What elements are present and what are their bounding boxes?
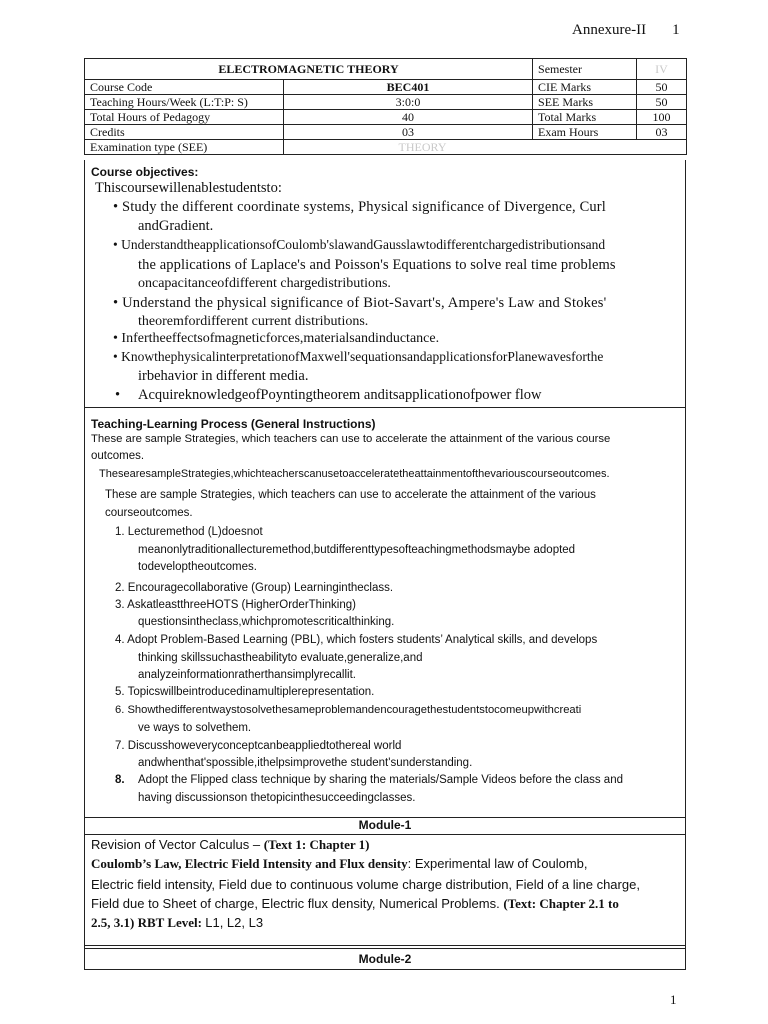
teaching-line: ve ways to solvethem. <box>138 722 252 734</box>
exam-type-value: THEORY <box>284 140 687 155</box>
annexure-label: Annexure-II <box>572 22 647 38</box>
teaching-line: 1. Lecturemethod (L)doesnot <box>115 526 263 538</box>
module-1-content <box>84 834 686 946</box>
objective-line: theoremfordifferent current distributions. <box>138 314 369 329</box>
module-1-text-bold: (Text: Chapter 2.1 to <box>503 896 619 911</box>
row-value: 50 <box>637 80 687 95</box>
row-value: 03 <box>284 125 533 140</box>
table-row <box>85 110 687 125</box>
module-1-text-bold: Coulomb’s Law, Electric Field Intensity and Flux density <box>91 856 408 871</box>
objective-bullet: • <box>115 387 121 403</box>
objective-line: the applications of Laplace's and Poisson's Equations to solve real time problems <box>138 257 616 273</box>
module-1-text: Revision of Vector Calculus – <box>91 837 264 852</box>
teaching-line: thinking skillssuchastheabilityto evaluate,generalize,and <box>138 652 423 664</box>
row-value: 03 <box>637 125 687 140</box>
annexure-header <box>572 22 680 39</box>
table-row <box>85 140 687 155</box>
module-1-line <box>91 837 370 853</box>
module-1-text: Field due to Sheet of charge, Electric flux density, Numerical Problems. <box>91 896 504 911</box>
module-1-text-bold: (Text 1: Chapter 1) <box>263 837 370 852</box>
table-title-row <box>85 59 687 80</box>
module-1-line <box>91 896 619 912</box>
module-1-heading: Module-1 <box>84 817 686 835</box>
teaching-line: 5. Topicswillbeintroducedinamultiplerepresentation. <box>115 686 375 698</box>
objective-line: AcquireknowledgeofPoyntingtheorem anditsapplicationofpower flow <box>138 387 542 403</box>
module-2-heading: Module-2 <box>84 948 686 970</box>
module-1-line <box>91 856 588 872</box>
row-label: Total Hours of Pedagogy <box>85 110 284 125</box>
teaching-line: These are sample Strategies, which teachers can use to accelerate the attainment of the various course <box>91 433 611 445</box>
row-value: 40 <box>284 110 533 125</box>
teaching-line: 6. Showthedifferentwaystosolvethesameproblemandencouragethestudentstocomeupwithcreati <box>115 704 582 716</box>
objective-line: oncapacitanceofdifferent chargedistributions. <box>138 276 391 291</box>
header-page-number: 1 <box>672 22 680 38</box>
row-value: 50 <box>637 95 687 110</box>
course-info-table <box>84 58 687 155</box>
course-code-value: BEC401 <box>284 80 533 95</box>
objective-line: • UnderstandtheapplicationsofCoulomb'slawandGausslawtodifferentchargedistributionsand <box>113 237 606 252</box>
module-1-text: : Experimental law of Coulomb, <box>407 856 588 871</box>
teaching-line: meanonlytraditionallecturemethod,butdifferenttypesofteachingmethodsmaybe adopted <box>138 544 576 556</box>
row-label: Credits <box>85 125 284 140</box>
teaching-heading: Teaching-Learning Process (General Instructions) <box>91 417 376 431</box>
teaching-line: outcomes. <box>91 450 145 462</box>
teaching-line: courseoutcomes. <box>105 507 193 519</box>
teaching-line: These are sample Strategies, which teachers can use to accelerate the attainment of the various <box>105 489 596 501</box>
teaching-line: 7. Discusshoweveryconceptcanbeappliedtothereal world <box>115 740 402 752</box>
teaching-learning-section <box>84 407 686 818</box>
objective-line: irbehavior in different media. <box>138 368 309 384</box>
row-label: Total Marks <box>533 110 637 125</box>
row-value: 100 <box>637 110 687 125</box>
objective-line: andGradient. <box>138 218 214 234</box>
teaching-line: questionsintheclass,whichpromotescriticalthinking. <box>138 616 395 628</box>
semester-value: IV <box>637 59 687 80</box>
course-title: ELECTROMAGNETIC THEORY <box>85 59 533 80</box>
teaching-item-number: 8. <box>115 774 125 786</box>
table-row <box>85 125 687 140</box>
teaching-line: 4. Adopt Problem-Based Learning (PBL), which fosters students’ Analytical skills, and develops <box>115 634 598 646</box>
course-objectives-section <box>84 160 686 408</box>
teaching-line: ThesearesampleStrategies,whichteacherscanusetoacceleratetheattainmentofthevariouscourseoutcomes. <box>99 468 610 480</box>
table-row <box>85 80 687 95</box>
row-label: Exam Hours <box>533 125 637 140</box>
objective-line: • KnowthephysicalinterpretationofMaxwell'sequationsandapplicationsforPlanewavesforthe <box>113 349 604 364</box>
module-1-line: Electric field intensity, Field due to continuous volume charge distribution, Field of a line charge, <box>91 877 640 892</box>
row-value: 3:0:0 <box>284 95 533 110</box>
teaching-line: Adopt the Flipped class technique by sharing the materials/Sample Videos before the class and <box>138 774 623 786</box>
row-label: Teaching Hours/Week (L:T:P: S) <box>85 95 284 110</box>
objective-line: • Infertheeffectsofmagneticforces,materialsandinductance. <box>113 331 440 346</box>
teaching-line: andwhenthat'spossible,ithelpsimprovethe student'sunderstanding. <box>138 757 473 769</box>
module-1-text-bold: 2.5, 3.1) RBT Level: <box>91 915 206 930</box>
teaching-line: 3. AskatleastthreeHOTS (HigherOrderThinking) <box>115 599 356 611</box>
objectives-heading: Course objectives: <box>91 165 199 179</box>
objectives-intro: Thiscoursewillenablestudentsto: <box>95 180 282 196</box>
row-label: SEE Marks <box>533 95 637 110</box>
footer-page-number: 1 <box>670 992 677 1007</box>
semester-label: Semester <box>533 59 637 80</box>
row-label: CIE Marks <box>533 80 637 95</box>
teaching-line: having discussionson thetopicinthesucceedingclasses. <box>138 792 416 804</box>
objective-line: • Understand the physical significance of Biot-Savart's, Ampere's Law and Stokes' <box>113 295 607 311</box>
rbt-levels: L1, L2, L3 <box>205 915 264 930</box>
objective-line: • Study the different coordinate systems, Physical significance of Divergence, Curl <box>113 199 606 215</box>
module-1-line <box>91 915 263 931</box>
teaching-line: 2. Encouragecollaborative (Group) Learningintheclass. <box>115 582 394 594</box>
row-label: Course Code <box>85 80 284 95</box>
table-row <box>85 95 687 110</box>
exam-type-label: Examination type (SEE) <box>85 140 284 155</box>
teaching-line: todeveloptheoutcomes. <box>138 561 257 573</box>
teaching-line: analyzeinformationratherthansimplyrecallit. <box>138 669 356 681</box>
